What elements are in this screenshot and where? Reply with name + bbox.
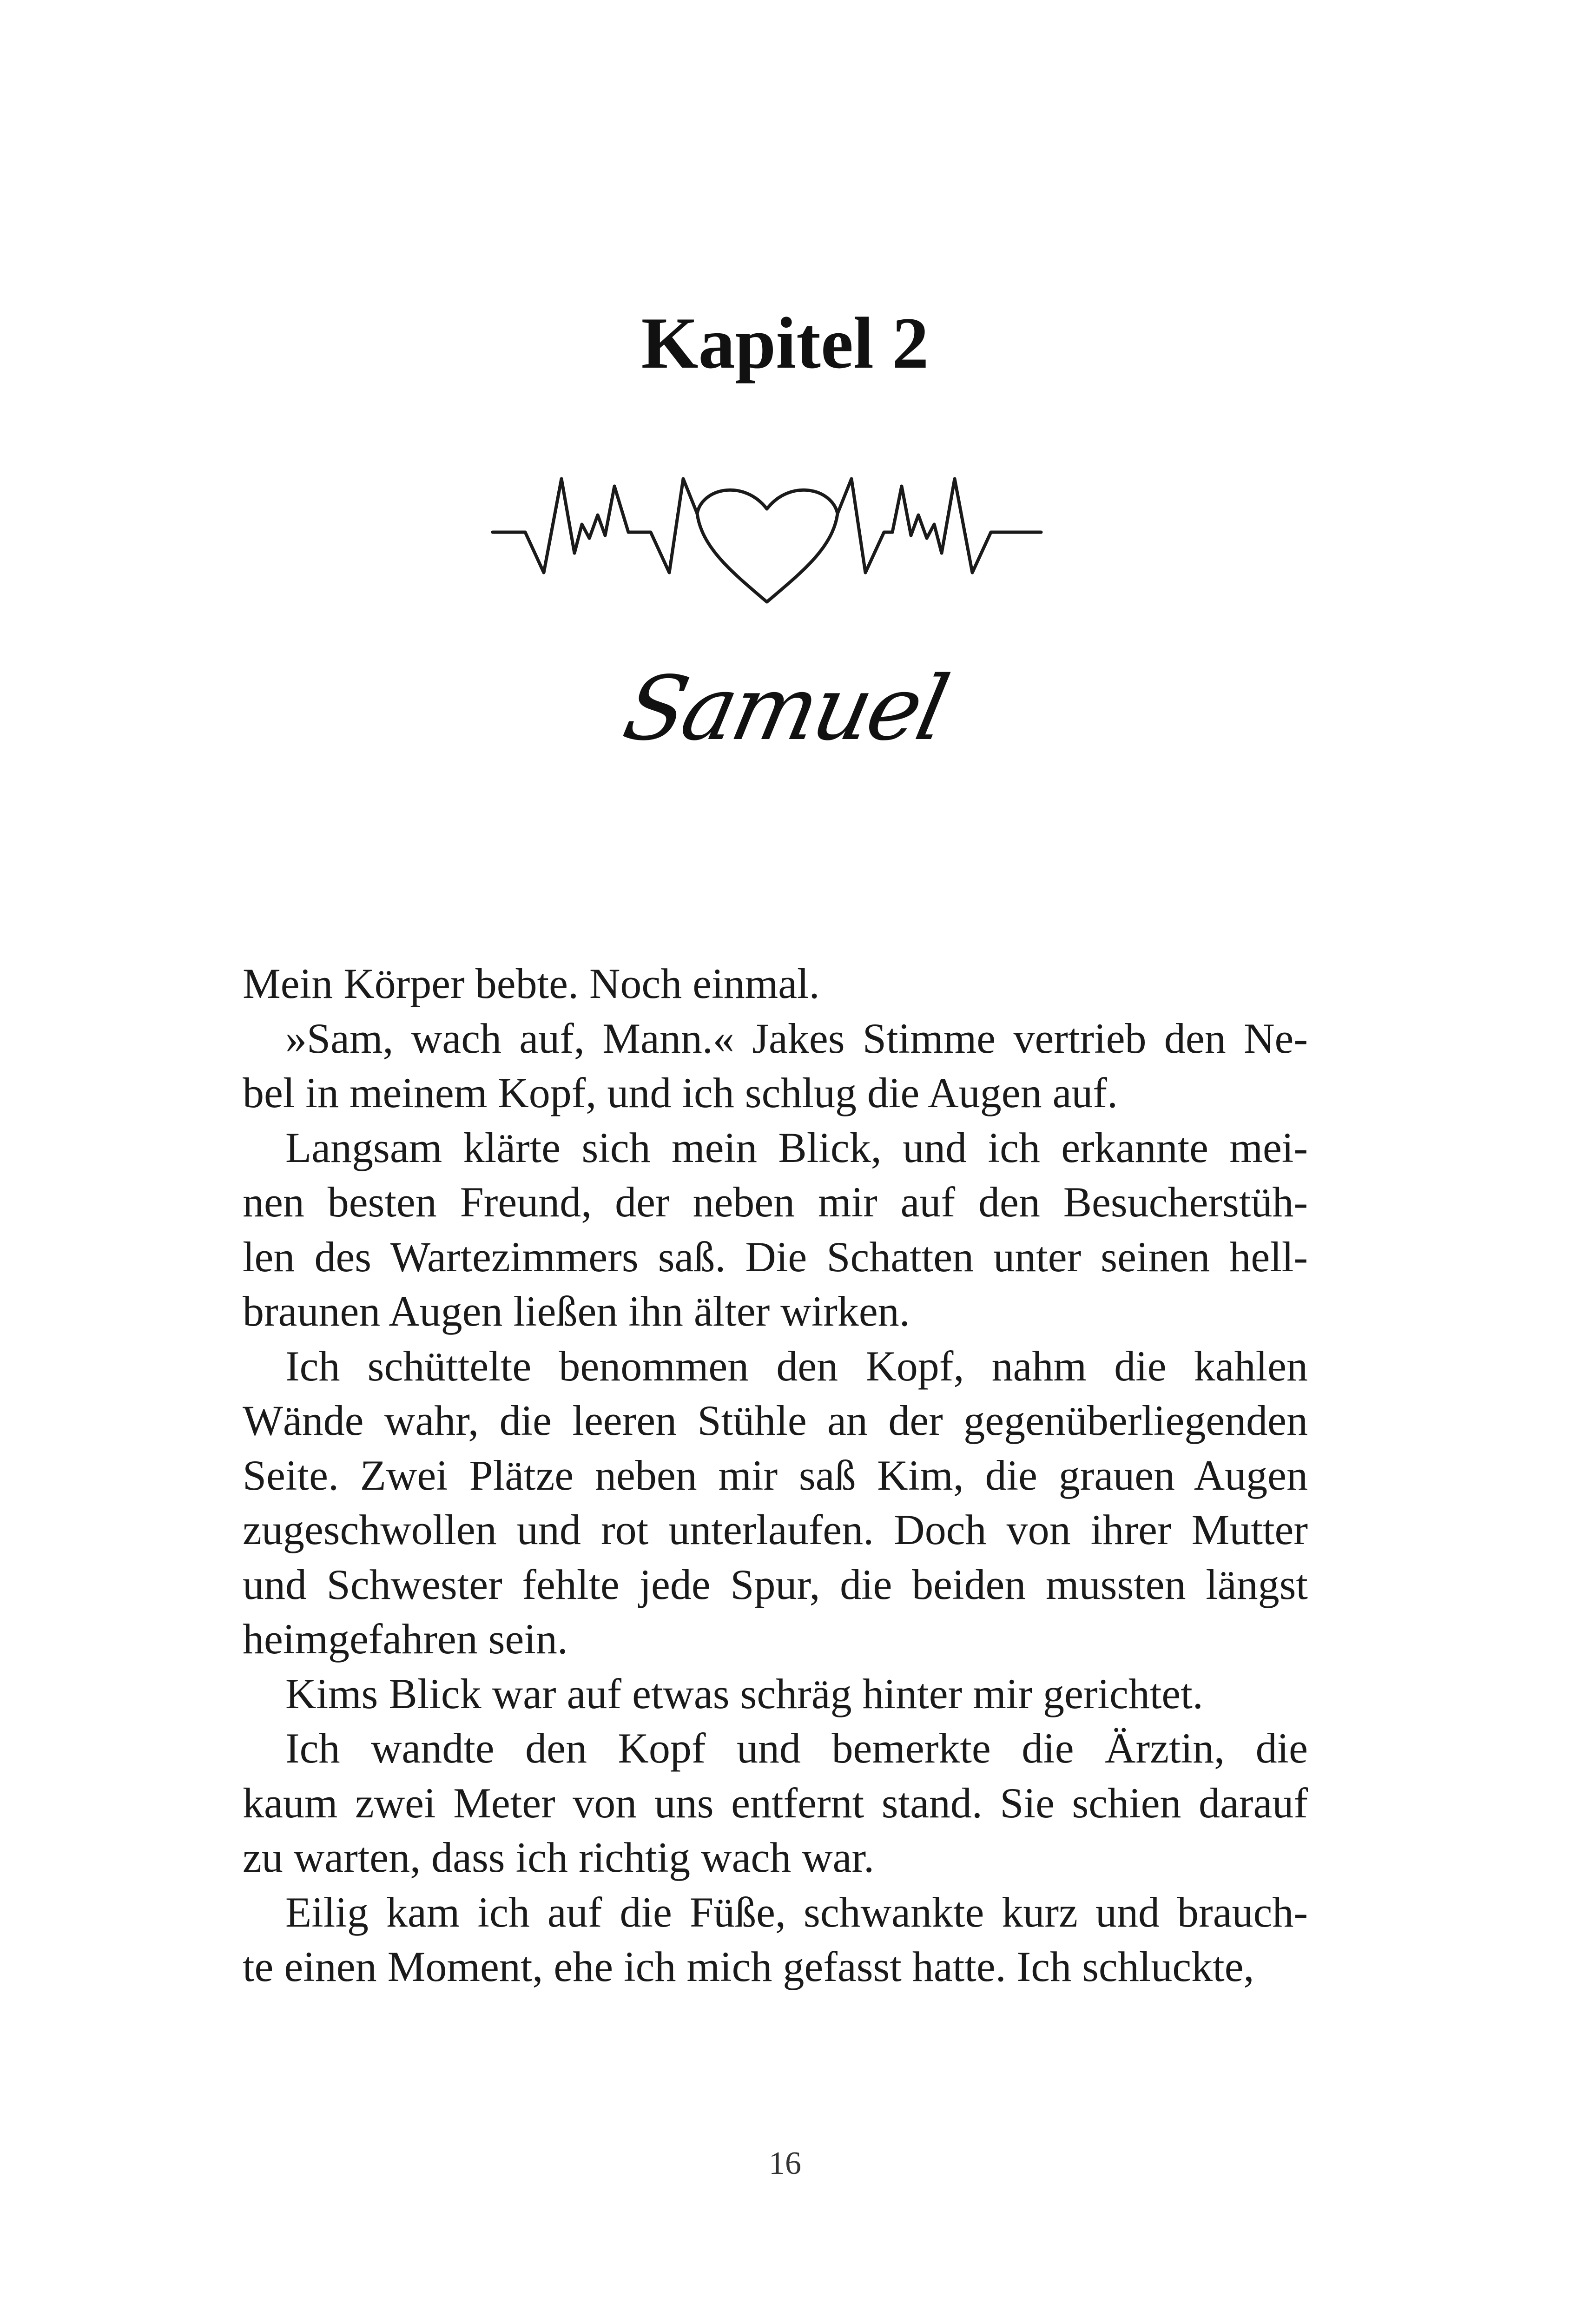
text-line: Eilig kam ich auf die Füße, schwankte kurz und brauch- [285, 1888, 1308, 1936]
pov-character-name: Samuel [615, 657, 955, 760]
page-number: 16 [769, 2146, 801, 2181]
text-line: Seite. Zwei Plätze neben mir saß Kim, die grauen Augen [243, 1451, 1308, 1499]
paragraph [243, 957, 1308, 1011]
text-line: zugeschwollen und rot unterlaufen. Doch von ihrer Mutter [243, 1506, 1308, 1553]
paragraph [243, 1121, 1308, 1339]
text-line: zu warten, dass ich richtig wach war. [243, 1834, 875, 1881]
text-line: Mein Körper bebte. Noch einmal. [243, 960, 820, 1007]
heartbeat-heart-icon [483, 469, 1050, 614]
text-line: Wände wahr, die leeren Stühle an der gegenüberliegenden [243, 1397, 1308, 1444]
text-line: bel in meinem Kopf, und ich schlug die Augen auf. [243, 1069, 1118, 1116]
paragraph [243, 1339, 1308, 1667]
text-line: und Schwester fehlte jede Spur, die beiden mussten längst [243, 1560, 1308, 1608]
chapter-body-text [243, 957, 1308, 1994]
paragraph [243, 1011, 1308, 1121]
text-line: Ich schüttelte benommen den Kopf, nahm die kahlen [285, 1342, 1308, 1390]
text-line: te einen Moment, ehe ich mich gefasst hatte. Ich schluckte, [243, 1943, 1254, 1990]
text-line: Kims Blick war auf etwas schräg hinter mir gerichtet. [285, 1670, 1203, 1717]
paragraph [243, 1885, 1308, 1994]
text-line: Ich wandte den Kopf und bemerkte die Ärztin, die [285, 1724, 1308, 1772]
text-line: »Sam, wach auf, Mann.« Jakes Stimme vertrieb den Ne- [285, 1014, 1308, 1062]
paragraph [243, 1667, 1308, 1722]
text-line: kaum zwei Meter von uns entfernt stand. Sie schien darauf [243, 1779, 1308, 1827]
chapter-title: Kapitel 2 [641, 303, 929, 384]
text-line: nen besten Freund, der neben mir auf den Besucherstüh- [243, 1178, 1308, 1226]
text-line: heimgefahren sein. [243, 1615, 568, 1663]
paragraph [243, 1721, 1308, 1885]
text-line: braunen Augen ließen ihn älter wirken. [243, 1287, 910, 1335]
text-line: Langsam klärte sich mein Blick, und ich erkannte mei- [285, 1123, 1308, 1171]
text-line: len des Wartezimmers saß. Die Schatten unter seinen hell- [243, 1233, 1308, 1281]
